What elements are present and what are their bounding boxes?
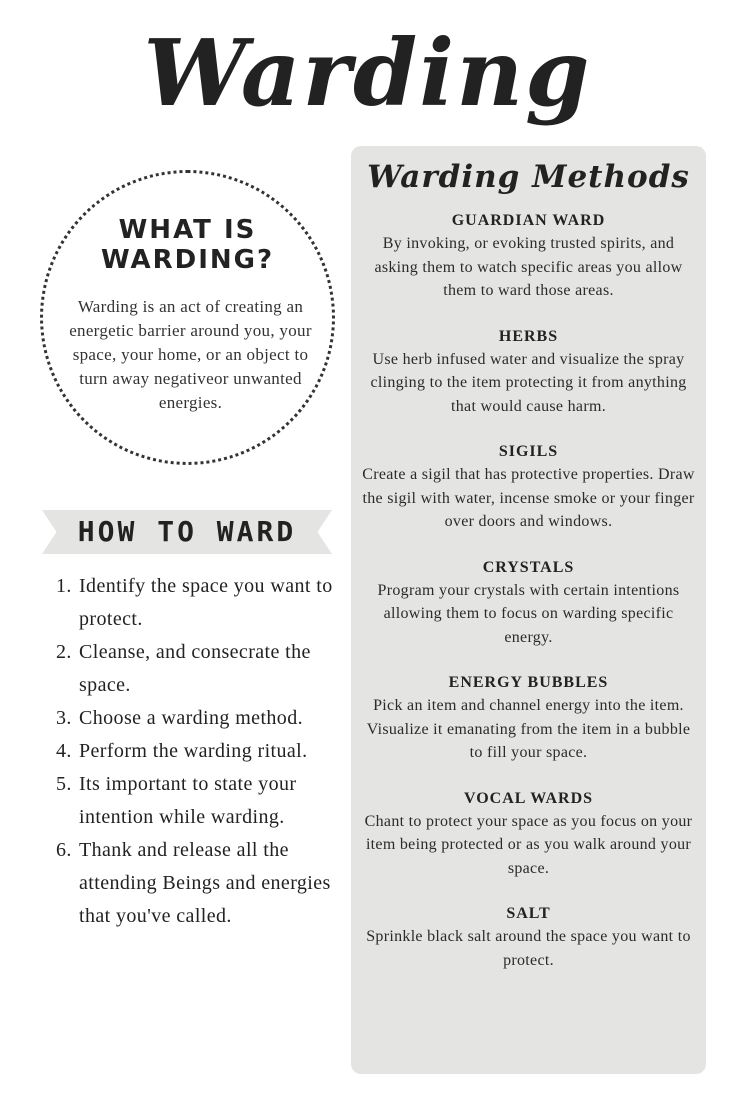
step-item <box>56 570 346 636</box>
step-item <box>56 735 346 768</box>
how-to-ward-steps <box>56 570 346 933</box>
method-name: HERBS <box>498 327 559 345</box>
method-guardian-ward <box>351 210 706 303</box>
step-text: Identify the space you want to protect. <box>79 575 333 630</box>
what-is-warding-circle <box>40 170 335 465</box>
step-text: Its important to state your intention while warding. <box>79 773 297 828</box>
step-number: 2. <box>56 641 72 663</box>
step-item <box>56 768 346 834</box>
method-description: Chant to protect your space as you focus on your item being protected or as you walk around your space. <box>364 812 693 877</box>
warding-methods-panel <box>351 146 706 1074</box>
methods-list <box>351 210 706 995</box>
method-name: ENERGY BUBBLES <box>448 674 609 691</box>
warding-methods-title: Warding Methods <box>367 159 690 195</box>
how-to-ward-heading: HOW TO WARD <box>77 515 297 548</box>
step-item <box>56 636 346 702</box>
method-description: Program your crystals with certain intentions allowing them to focus on warding specific energy. <box>377 581 680 646</box>
page-title: Warding <box>143 19 592 127</box>
method-salt <box>351 903 706 972</box>
step-number: 3. <box>56 707 72 729</box>
method-name: CRYSTALS <box>482 558 575 576</box>
method-herbs <box>351 326 706 419</box>
method-energy-bubbles <box>351 672 706 765</box>
what-is-warding-heading: WHAT IS WARDING? <box>100 215 275 275</box>
method-description: Use herb infused water and visualize the spray clinging to the item protecting it from anything that would cause harm. <box>370 350 687 415</box>
method-name: SALT <box>506 905 551 922</box>
step-text: Perform the warding ritual. <box>79 740 308 762</box>
step-number: 4. <box>56 740 72 762</box>
method-description: By invoking, or evoking trusted spirits, and asking them to watch specific areas you allow them to ward those areas. <box>374 235 683 299</box>
step-number: 5. <box>56 773 72 795</box>
method-description: Create a sigil that has protective properties. Draw the sigil with water, incense smoke or your finger over doors and windows. <box>362 466 695 530</box>
method-description: Sprinkle black salt around the space you want to protect. <box>366 928 691 969</box>
method-vocal-wards <box>351 788 706 881</box>
step-text: Cleanse, and consecrate the space. <box>79 641 311 696</box>
step-item <box>56 702 346 735</box>
method-crystals <box>351 557 706 650</box>
method-sigils <box>351 441 706 534</box>
step-number: 1. <box>56 575 72 597</box>
step-item <box>56 834 346 933</box>
step-text: Thank and release all the attending Beings and energies that you've called. <box>79 839 331 927</box>
step-number: 6. <box>56 839 72 861</box>
method-name: VOCAL WARDS <box>463 789 594 807</box>
what-is-warding-text: Warding is an act of creating an energetic barrier around you, your space, your home, or an object to turn away negativeor unwanted energies. <box>69 297 312 412</box>
method-name: SIGILS <box>498 443 559 460</box>
step-text: Choose a warding method. <box>79 707 304 729</box>
method-name: GUARDIAN WARD <box>451 212 606 229</box>
method-description: Pick an item and channel energy into the item. Visualize it emanating from the item in a bubble to fill your space. <box>366 697 691 761</box>
